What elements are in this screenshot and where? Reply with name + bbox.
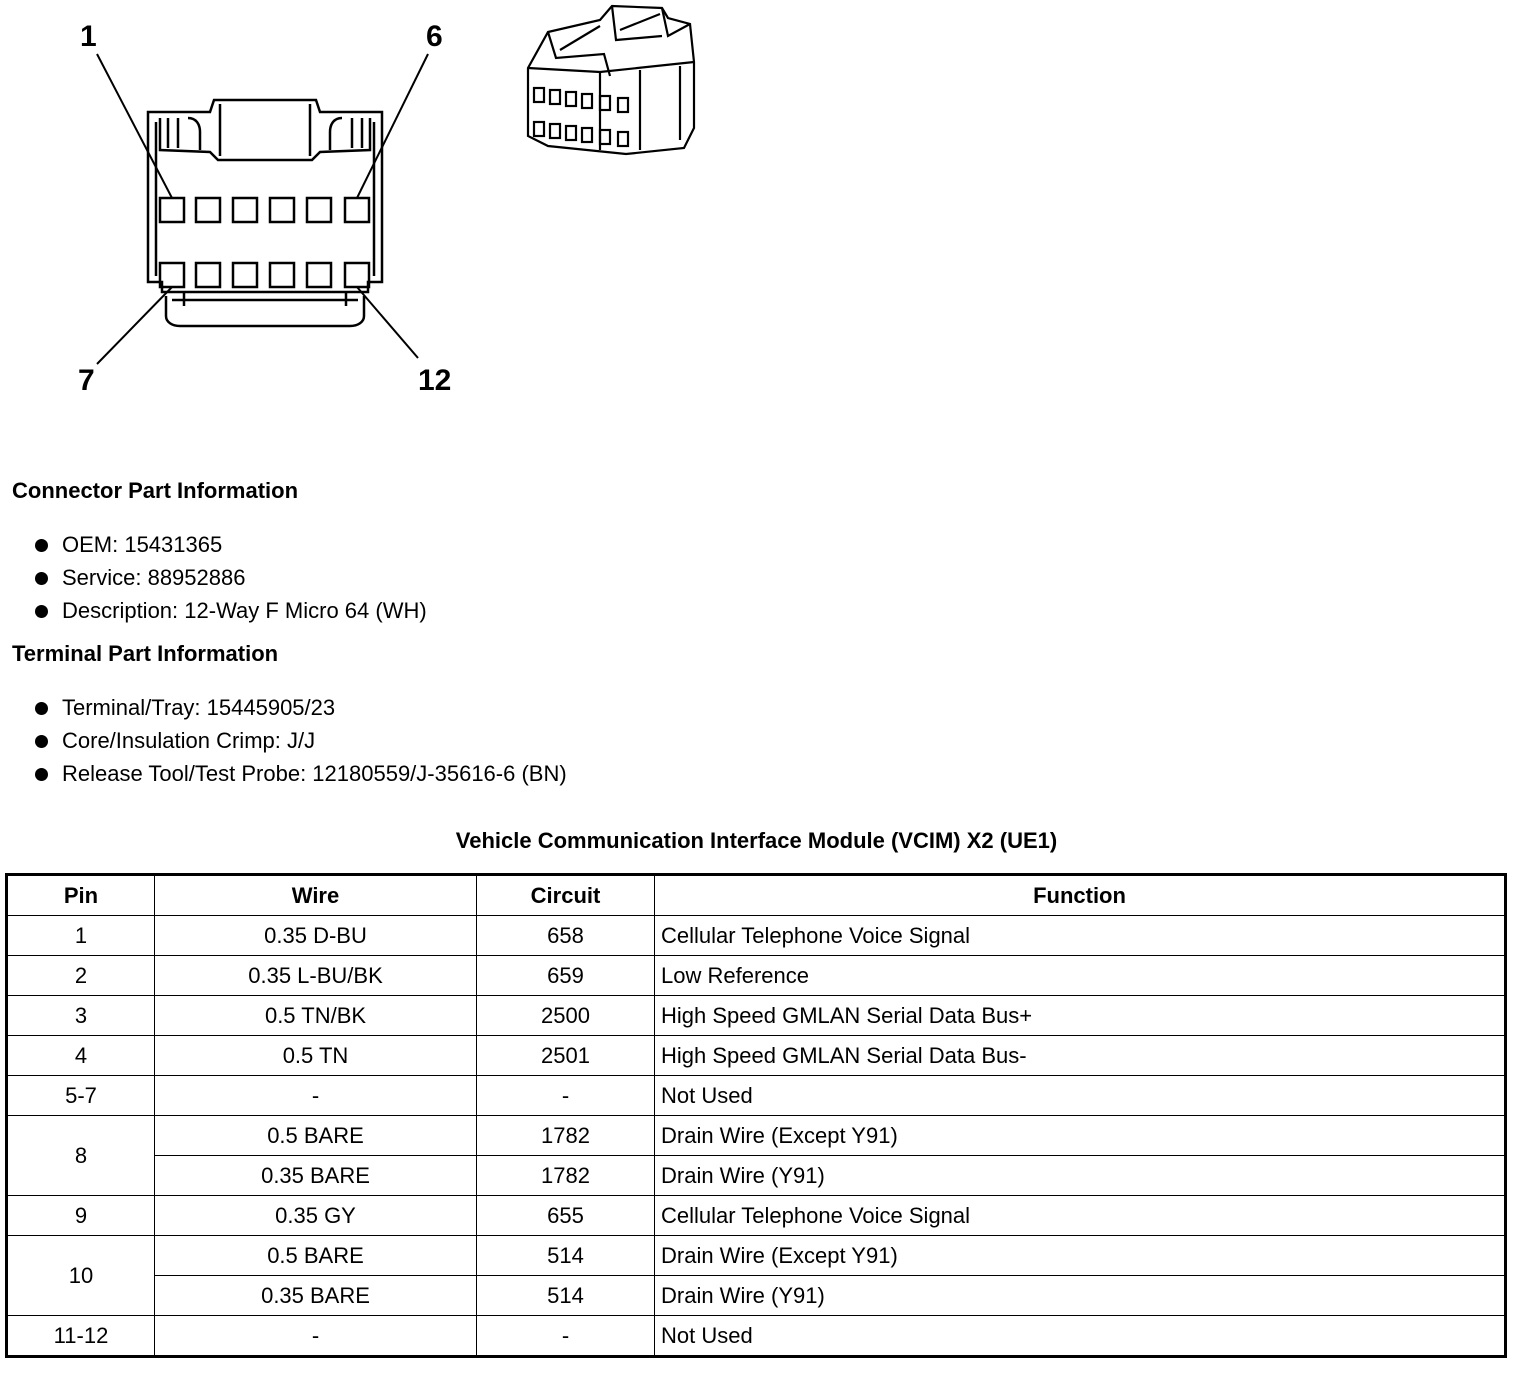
cavity-grid — [160, 198, 369, 287]
wire-cell: 0.5 TN/BK — [155, 996, 477, 1036]
function-cell: Low Reference — [655, 956, 1506, 996]
wire-cell: 0.35 D-BU — [155, 916, 477, 956]
table-row — [7, 1316, 1506, 1357]
circuit-cell: 2500 — [477, 996, 655, 1036]
function-cell: Drain Wire (Y91) — [655, 1276, 1506, 1316]
list-item: Terminal/Tray: 15445905/23 — [12, 691, 567, 724]
list-item: Service: 88952886 — [12, 561, 427, 594]
circuit-cell: 655 — [477, 1196, 655, 1236]
function-cell: High Speed GMLAN Serial Data Bus+ — [655, 996, 1506, 1036]
table-row — [7, 1236, 1506, 1276]
cavity-6 — [345, 198, 369, 222]
connector-part-heading: Connector Part Information — [12, 478, 299, 503]
cavity-5 — [307, 198, 331, 222]
wire-cell: - — [155, 1316, 477, 1357]
list-item: OEM: 15431365 — [12, 528, 427, 561]
circuit-cell: 2501 — [477, 1036, 655, 1076]
table-row — [7, 996, 1506, 1036]
table-row — [7, 1276, 1506, 1316]
list-item: Release Tool/Test Probe: 12180559/J-35616-6 (BN) — [12, 757, 567, 790]
circuit-cell: 514 — [477, 1276, 655, 1316]
wire-cell: 0.35 GY — [155, 1196, 477, 1236]
cavity-2 — [196, 198, 220, 222]
terminal-part-heading: Terminal Part Information — [12, 641, 279, 666]
table-row — [7, 1196, 1506, 1236]
circuit-cell: 514 — [477, 1236, 655, 1276]
column-header-pin: Pin — [7, 875, 155, 916]
function-cell: Cellular Telephone Voice Signal — [655, 1196, 1506, 1236]
pin-cell: 10 — [7, 1236, 155, 1316]
table-row — [7, 1156, 1506, 1196]
list-item: Description: 12-Way F Micro 64 (WH) — [12, 594, 427, 627]
pinout-table — [5, 873, 1507, 1358]
table-row — [7, 1036, 1506, 1076]
function-cell: Drain Wire (Except Y91) — [655, 1116, 1506, 1156]
cavity-8 — [196, 263, 220, 287]
circuit-cell: 1782 — [477, 1116, 655, 1156]
cavity-12 — [345, 263, 369, 287]
function-cell: Not Used — [655, 1076, 1506, 1116]
table-row — [7, 1076, 1506, 1116]
function-cell: Drain Wire (Y91) — [655, 1156, 1506, 1196]
cavity-3 — [233, 198, 257, 222]
pin-cell: 3 — [7, 996, 155, 1036]
pin-cell: 5-7 — [7, 1076, 155, 1116]
column-header-function: Function — [655, 875, 1506, 916]
function-cell: Drain Wire (Except Y91) — [655, 1236, 1506, 1276]
pin-cell: 2 — [7, 956, 155, 996]
function-cell: Not Used — [655, 1316, 1506, 1357]
pin-label-1: 1 — [80, 20, 97, 53]
cavity-9 — [233, 263, 257, 287]
list-item: Core/Insulation Crimp: J/J — [12, 724, 567, 757]
wire-cell: 0.5 BARE — [155, 1116, 477, 1156]
table-row — [7, 916, 1506, 956]
pin-label-7: 7 — [78, 364, 95, 397]
pin-cell: 11-12 — [7, 1316, 155, 1357]
wire-cell: 0.5 BARE — [155, 1236, 477, 1276]
table-title: Vehicle Communication Interface Module (VCIM) X2 (UE1) — [455, 828, 1058, 853]
circuit-cell: 658 — [477, 916, 655, 956]
wire-cell: 0.35 L-BU/BK — [155, 956, 477, 996]
wire-cell: - — [155, 1076, 477, 1116]
pin-cell: 1 — [7, 916, 155, 956]
circuit-cell: - — [477, 1076, 655, 1116]
circuit-cell: - — [477, 1316, 655, 1357]
table-header-row — [7, 875, 1506, 916]
pin-cell: 4 — [7, 1036, 155, 1076]
column-header-circuit: Circuit — [477, 875, 655, 916]
cavity-10 — [270, 263, 294, 287]
cavity-4 — [270, 198, 294, 222]
function-cell: High Speed GMLAN Serial Data Bus- — [655, 1036, 1506, 1076]
wire-cell: 0.5 TN — [155, 1036, 477, 1076]
circuit-cell: 1782 — [477, 1156, 655, 1196]
circuit-cell: 659 — [477, 956, 655, 996]
pin-cell: 9 — [7, 1196, 155, 1236]
cavity-7 — [160, 263, 184, 287]
pin-cell: 8 — [7, 1116, 155, 1196]
cavity-11 — [307, 263, 331, 287]
cavity-1 — [160, 198, 184, 222]
pin-label-12: 12 — [418, 364, 452, 397]
column-header-wire: Wire — [155, 875, 477, 916]
table-row — [7, 956, 1506, 996]
wire-cell: 0.35 BARE — [155, 1156, 477, 1196]
connector-3d-view — [528, 6, 694, 154]
function-cell: Cellular Telephone Voice Signal — [655, 916, 1506, 956]
terminal-part-list — [12, 691, 567, 790]
table-row — [7, 1116, 1506, 1156]
connector-face-diagram — [0, 0, 720, 410]
wire-cell: 0.35 BARE — [155, 1276, 477, 1316]
pin-label-6: 6 — [426, 20, 443, 53]
connector-part-list — [12, 528, 427, 627]
